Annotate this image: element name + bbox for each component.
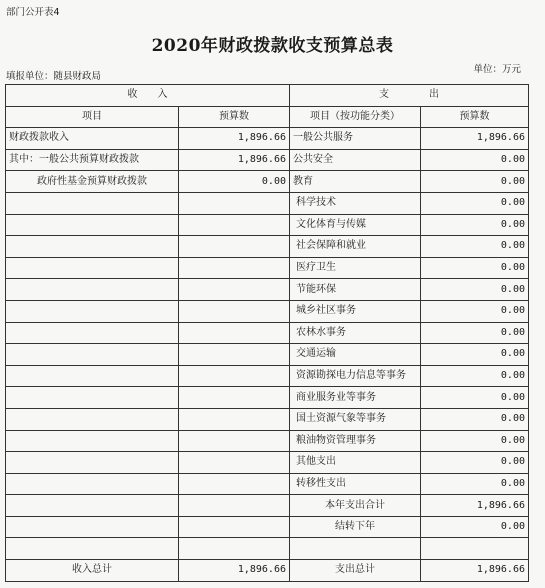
expense-label: 其他支出 bbox=[290, 452, 421, 474]
table-row bbox=[6, 214, 529, 236]
expense-total-value: 1,896.66 bbox=[421, 560, 529, 582]
empty-cell bbox=[6, 387, 179, 409]
table-row bbox=[6, 322, 529, 344]
expense-value: 1,896.66 bbox=[421, 128, 529, 150]
budget-table bbox=[5, 84, 529, 582]
expense-value: 0.00 bbox=[421, 214, 529, 236]
expense-label: 城乡社区事务 bbox=[290, 300, 421, 322]
expense-value: 0.00 bbox=[421, 236, 529, 258]
empty-cell bbox=[179, 322, 290, 344]
table-row bbox=[6, 300, 529, 322]
income-budget-header: 预算数 bbox=[179, 106, 290, 128]
empty-cell bbox=[179, 516, 290, 538]
table-row bbox=[6, 128, 529, 150]
expense-label: 文化体育与传媒 bbox=[290, 214, 421, 236]
table-header-row bbox=[6, 106, 529, 128]
income-label: 政府性基金预算财政拨款 bbox=[6, 171, 179, 193]
expense-label: 商业服务业等事务 bbox=[290, 387, 421, 409]
expense-value: 0.00 bbox=[421, 300, 529, 322]
empty-cell bbox=[6, 192, 179, 214]
expense-value: 0.00 bbox=[421, 322, 529, 344]
empty-cell bbox=[179, 300, 290, 322]
table-row bbox=[6, 430, 529, 452]
empty-cell bbox=[179, 344, 290, 366]
table-row bbox=[6, 387, 529, 409]
page-title: 2020年财政拨款收支预算总表 bbox=[151, 36, 394, 56]
expense-label: 国土资源气象等事务 bbox=[290, 408, 421, 430]
table-row bbox=[6, 344, 529, 366]
income-value: 1,896.66 bbox=[179, 128, 290, 150]
empty-cell bbox=[179, 214, 290, 236]
table-row bbox=[6, 452, 529, 474]
expense-label: 交通运输 bbox=[290, 344, 421, 366]
empty-cell bbox=[6, 430, 179, 452]
expense-value: 0.00 bbox=[421, 452, 529, 474]
expense-budget-header: 预算数 bbox=[421, 106, 529, 128]
expense-label: 公共安全 bbox=[290, 149, 421, 171]
empty-cell bbox=[6, 300, 179, 322]
empty-cell bbox=[179, 495, 290, 517]
expense-value: 0.00 bbox=[421, 408, 529, 430]
expense-label: 教育 bbox=[290, 171, 421, 193]
income-header: 收 入 bbox=[6, 85, 290, 107]
expense-value: 0.00 bbox=[421, 149, 529, 171]
empty-cell bbox=[179, 452, 290, 474]
expense-item-header: 项目（按功能分类） bbox=[290, 106, 421, 128]
expense-total-label: 支出总计 bbox=[290, 560, 421, 582]
empty-cell bbox=[6, 279, 179, 301]
expense-value: 0.00 bbox=[421, 387, 529, 409]
empty-cell bbox=[6, 516, 179, 538]
income-item-header: 项目 bbox=[6, 106, 179, 128]
expense-label: 农林水事务 bbox=[290, 322, 421, 344]
empty-cell bbox=[179, 365, 290, 387]
empty-cell bbox=[6, 452, 179, 474]
empty-cell bbox=[421, 538, 529, 560]
totals-row bbox=[6, 560, 529, 582]
empty-cell bbox=[179, 192, 290, 214]
empty-cell bbox=[6, 365, 179, 387]
carryover-value: 0.00 bbox=[421, 516, 529, 538]
table-header-row-group bbox=[6, 85, 529, 107]
table-row bbox=[6, 171, 529, 193]
table-row bbox=[6, 192, 529, 214]
table-row bbox=[6, 365, 529, 387]
empty-cell bbox=[6, 322, 179, 344]
empty-cell bbox=[179, 257, 290, 279]
expense-value: 0.00 bbox=[421, 279, 529, 301]
table-row bbox=[6, 236, 529, 258]
empty-cell bbox=[179, 387, 290, 409]
table-row bbox=[6, 473, 529, 495]
empty-cell bbox=[179, 408, 290, 430]
expense-value: 0.00 bbox=[421, 171, 529, 193]
expense-label: 粮油物资管理事务 bbox=[290, 430, 421, 452]
table-row bbox=[6, 516, 529, 538]
expense-label: 医疗卫生 bbox=[290, 257, 421, 279]
table-row bbox=[6, 279, 529, 301]
income-label: 财政拨款收入 bbox=[6, 128, 179, 150]
filling-unit: 填报单位：随县财政局 bbox=[6, 71, 102, 82]
empty-cell bbox=[6, 538, 179, 560]
empty-cell bbox=[6, 214, 179, 236]
empty-cell bbox=[179, 473, 290, 495]
expense-label: 资源勘探电力信息等事务 bbox=[290, 365, 421, 387]
expense-value: 0.00 bbox=[421, 430, 529, 452]
table-row bbox=[6, 149, 529, 171]
income-total-value: 1,896.66 bbox=[179, 560, 290, 582]
income-total-label: 收入总计 bbox=[6, 560, 179, 582]
table-row bbox=[6, 408, 529, 430]
empty-cell bbox=[179, 279, 290, 301]
expense-label: 科学技术 bbox=[290, 192, 421, 214]
table-row bbox=[6, 538, 529, 560]
empty-cell bbox=[6, 495, 179, 517]
empty-cell bbox=[6, 344, 179, 366]
expense-value: 0.00 bbox=[421, 473, 529, 495]
expense-value: 0.00 bbox=[421, 192, 529, 214]
expense-label: 节能环保 bbox=[290, 279, 421, 301]
income-value: 0.00 bbox=[179, 171, 290, 193]
document-label: 部门公开表4 bbox=[6, 7, 60, 18]
expense-value: 0.00 bbox=[421, 344, 529, 366]
expense-label: 社会保障和就业 bbox=[290, 236, 421, 258]
empty-cell bbox=[6, 473, 179, 495]
empty-cell bbox=[6, 236, 179, 258]
income-value: 1,896.66 bbox=[179, 149, 290, 171]
empty-cell bbox=[6, 408, 179, 430]
expense-value: 0.00 bbox=[421, 365, 529, 387]
expense-subtotal-label: 本年支出合计 bbox=[290, 495, 421, 517]
empty-cell bbox=[6, 257, 179, 279]
empty-cell bbox=[179, 430, 290, 452]
empty-cell bbox=[179, 538, 290, 560]
carryover-label: 结转下年 bbox=[290, 516, 421, 538]
expense-header: 支 出 bbox=[290, 85, 529, 107]
table-row bbox=[6, 257, 529, 279]
expense-label: 一般公共服务 bbox=[290, 128, 421, 150]
empty-cell bbox=[179, 236, 290, 258]
table-row bbox=[6, 495, 529, 517]
empty-cell bbox=[290, 538, 421, 560]
expense-label: 转移性支出 bbox=[290, 473, 421, 495]
expense-subtotal-value: 1,896.66 bbox=[421, 495, 529, 517]
currency-unit: 单位：万元 bbox=[473, 64, 521, 75]
income-label: 其中：一般公共预算财政拨款 bbox=[6, 149, 179, 171]
expense-value: 0.00 bbox=[421, 257, 529, 279]
